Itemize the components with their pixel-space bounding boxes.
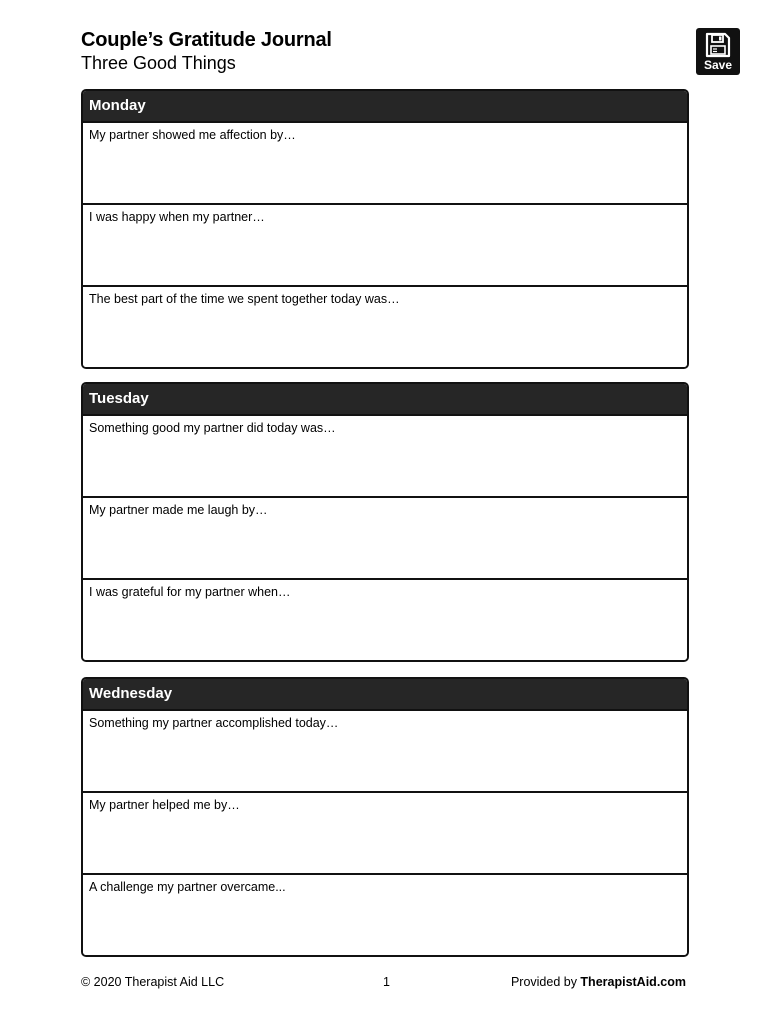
day-heading: Monday bbox=[83, 91, 687, 123]
prompt-label: Something good my partner did today was… bbox=[89, 421, 336, 435]
prompt-label: Something my partner accomplished today… bbox=[89, 716, 339, 730]
journal-entry-field[interactable] bbox=[83, 205, 687, 287]
journal-entry-field[interactable] bbox=[83, 875, 687, 955]
journal-entry-field[interactable] bbox=[83, 498, 687, 580]
page-number: 1 bbox=[383, 975, 390, 989]
brand-link[interactable]: TherapistAid.com bbox=[580, 975, 686, 989]
floppy-disk-icon bbox=[705, 32, 731, 58]
page-footer bbox=[81, 973, 686, 991]
copyright-text: © 2020 Therapist Aid LLC bbox=[81, 975, 225, 989]
prompt-label: My partner helped me by… bbox=[89, 798, 240, 812]
journal-entry-field[interactable] bbox=[83, 287, 687, 367]
day-section-wednesday bbox=[81, 677, 689, 957]
provided-by-label: Provided by bbox=[510, 975, 581, 989]
page-subtitle: Three Good Things bbox=[81, 53, 236, 73]
save-button-label: Save bbox=[703, 58, 733, 72]
day-section-tuesday bbox=[81, 382, 689, 662]
journal-entry-field[interactable] bbox=[83, 416, 687, 498]
journal-entry-field[interactable] bbox=[83, 793, 687, 875]
page-title: Couple’s Gratitude Journal bbox=[81, 29, 332, 51]
prompt-label: My partner showed me affection by… bbox=[89, 128, 296, 142]
prompt-label: The best part of the time we spent together today was… bbox=[89, 292, 400, 306]
prompt-label: My partner made me laugh by… bbox=[89, 503, 268, 517]
journal-entry-field[interactable] bbox=[83, 123, 687, 205]
journal-entry-field[interactable] bbox=[83, 711, 687, 793]
day-section-monday bbox=[81, 89, 689, 369]
prompt-label: I was grateful for my partner when… bbox=[89, 585, 291, 599]
prompt-label: I was happy when my partner… bbox=[89, 210, 265, 224]
save-button[interactable] bbox=[696, 28, 740, 75]
provided-by-text bbox=[511, 973, 686, 991]
day-heading: Tuesday bbox=[83, 384, 687, 416]
page-header bbox=[81, 28, 332, 74]
day-heading: Wednesday bbox=[83, 679, 687, 711]
prompt-label: A challenge my partner overcame... bbox=[89, 880, 286, 894]
journal-entry-field[interactable] bbox=[83, 580, 687, 660]
